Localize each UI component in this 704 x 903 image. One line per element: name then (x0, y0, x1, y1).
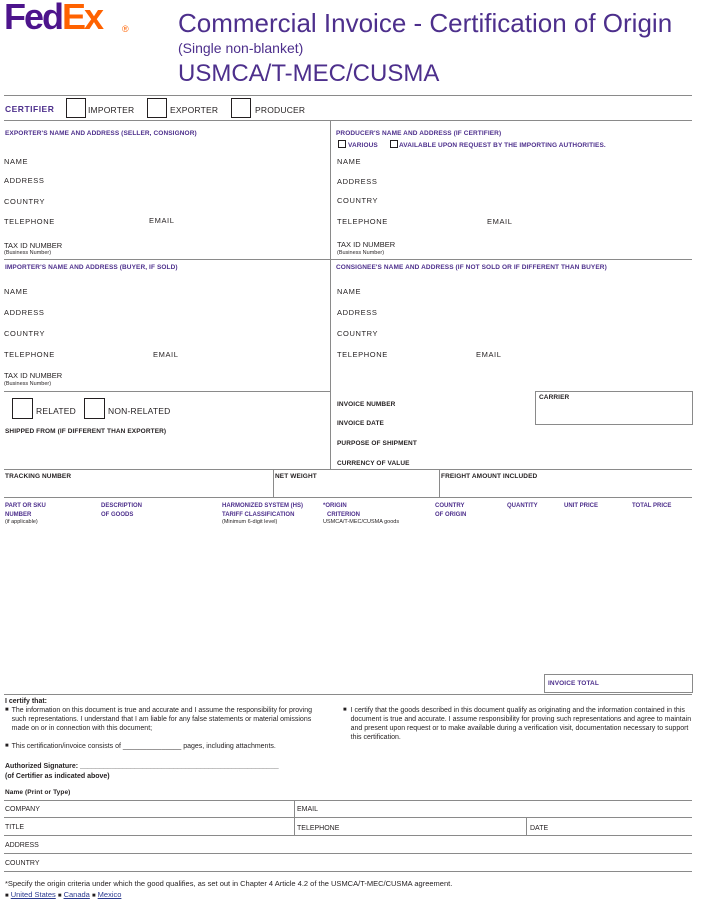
exporter-option-label: EXPORTER (170, 105, 219, 115)
producer-taxid-sub: (Business Number) (337, 250, 385, 256)
freight-field[interactable]: FREIGHT AMOUNT INCLUDED (441, 473, 538, 480)
shipped-from-field[interactable]: SHIPPED FROM (IF DIFFERENT THAN EXPORTER) (5, 428, 167, 435)
certify-bullet-1 (5, 706, 327, 733)
consignee-telephone-field[interactable]: TELEPHONE (337, 350, 388, 359)
signer-company-field[interactable]: COMPANY (5, 806, 40, 813)
divider (4, 497, 692, 498)
bullet-icon: ■ (5, 707, 9, 713)
agreement-name: USMCA/T-MEC/CUSMA (178, 60, 440, 87)
exporter-telephone-field[interactable]: TELEPHONE (4, 217, 55, 226)
divider (4, 694, 692, 695)
importer-option-label: IMPORTER (88, 105, 135, 115)
producer-country-field[interactable]: COUNTRY (337, 196, 379, 205)
divider (4, 817, 692, 818)
producer-option-label: PRODUCER (255, 105, 306, 115)
invoice-total-label: INVOICE TOTAL (548, 680, 599, 687)
divider (4, 800, 692, 801)
divider (526, 817, 527, 835)
various-label: VARIOUS (348, 142, 378, 149)
col-quantity: QUANTITY (507, 503, 538, 509)
related-label: RELATED (36, 406, 76, 416)
col-description (101, 502, 142, 519)
signer-date-field[interactable]: DATE (530, 825, 549, 832)
divider (273, 469, 274, 497)
currency-field[interactable]: CURRENCY OF VALUE (337, 460, 410, 467)
document-subtitle: (Single non-blanket) (178, 40, 304, 56)
col-hs-line1: HARMONIZED SYSTEM (HS) (222, 503, 303, 509)
consignee-address-field[interactable]: ADDRESS (337, 308, 378, 317)
section-divider (330, 120, 331, 469)
col-part-line1: PART OR SKU (5, 503, 46, 509)
signer-email-field[interactable]: EMAIL (297, 806, 319, 813)
col-country-line1: COUNTRY (435, 503, 465, 509)
signer-title-field[interactable]: TITLE (5, 824, 25, 831)
bullet-icon: ■ (343, 707, 347, 713)
certify-bullet-1-text: The information on this document is true and accurate and I assume the responsibility for proving such representations. I understand that I am liable for any false statements or material omissions made on or in connection with this document; (11, 707, 313, 732)
col-part-line2: NUMBER (5, 511, 32, 518)
consignee-heading: CONSIGNEE'S NAME AND ADDRESS (IF NOT SOLD OR IF DIFFERENT THAN BUYER) (336, 264, 607, 271)
logo-ex: Ex (62, 0, 103, 37)
exporter-heading: EXPORTER'S NAME AND ADDRESS (SELLER, CONSIGNOR) (5, 130, 197, 137)
col-origin-line2: CRITERION (327, 511, 360, 518)
divider (4, 469, 692, 470)
importer-telephone-field[interactable]: TELEPHONE (4, 350, 55, 359)
producer-taxid-field[interactable]: TAX ID NUMBER (337, 240, 396, 249)
signature-sub: (of Certifier as indicated above) (5, 773, 110, 780)
divider (4, 835, 692, 836)
bullet-icon: ■ (5, 743, 9, 749)
carrier-label: CARRIER (539, 394, 570, 401)
signer-telephone-field[interactable]: TELEPHONE (297, 825, 340, 832)
certify-bullet-3-text: I certify that the goods described in this document qualify as originating and the information contained in this document is true and accurate. I assume responsibility for proving such representations and agree to maintain and present upon request or to make available during a verification visit, documentation necessary to support this certification. (350, 707, 692, 741)
importer-name-field[interactable]: NAME (4, 287, 29, 296)
document-title: Commercial Invoice - Certification of Origin (178, 8, 673, 38)
bullet-icon: ■ (91, 893, 96, 899)
signer-address-field[interactable]: ADDRESS (5, 842, 39, 849)
divider (4, 95, 692, 96)
exporter-checkbox[interactable] (147, 98, 167, 118)
exporter-name-field[interactable]: NAME (4, 157, 29, 166)
exporter-taxid-sub: (Business Number) (4, 250, 52, 256)
producer-telephone-field[interactable]: TELEPHONE (337, 217, 388, 226)
divider (4, 120, 692, 121)
divider (4, 259, 692, 260)
col-hs-line2: TARIFF CLASSIFICATION (222, 511, 295, 518)
certify-bullet-2 (5, 742, 327, 751)
exporter-country-field[interactable]: COUNTRY (4, 197, 46, 206)
col-hs-note: (Minimum 6-digit level) (222, 519, 278, 525)
origin-footnote: *Specify the origin criteria under which the good qualifies, as set out in Chapter 4 Article 4.2 of the USMCA/T-MEC/CUSMA agreement. (5, 879, 453, 888)
col-part-number (5, 502, 46, 525)
tracking-number-field[interactable]: TRACKING NUMBER (5, 473, 72, 480)
producer-heading: PRODUCER'S NAME AND ADDRESS (IF CERTIFIER) (336, 130, 502, 137)
importer-taxid-field[interactable]: TAX ID NUMBER (4, 371, 63, 380)
non-related-label: NON-RELATED (108, 406, 171, 416)
col-origin-note: USMCA/T-MEC/CUSMA goods (323, 519, 400, 525)
various-checkbox[interactable] (338, 140, 346, 148)
country-links (5, 890, 121, 901)
col-unit-price: UNIT PRICE (564, 503, 599, 509)
invoice-number-field[interactable]: INVOICE NUMBER (337, 401, 396, 408)
related-checkbox[interactable] (12, 398, 33, 419)
exporter-taxid-field[interactable]: TAX ID NUMBER (4, 241, 63, 250)
print-name-field[interactable]: Name (Print or Type) (5, 789, 71, 796)
col-desc-line1: DESCRIPTION (101, 503, 143, 509)
fedex-logo (4, 0, 102, 38)
importer-checkbox[interactable] (66, 98, 86, 118)
col-total-price: TOTAL PRICE (632, 503, 672, 509)
certify-heading: I certify that: (5, 698, 48, 705)
importer-taxid-sub: (Business Number) (4, 381, 52, 387)
producer-name-field[interactable]: NAME (337, 157, 362, 166)
importer-address-field[interactable]: ADDRESS (4, 308, 45, 317)
signer-country-field[interactable]: COUNTRY (5, 860, 40, 867)
consignee-name-field[interactable]: NAME (337, 287, 362, 296)
certify-bullet-3 (343, 706, 693, 742)
importer-country-field[interactable]: COUNTRY (4, 329, 46, 338)
logo-registered-mark: ® (122, 24, 129, 34)
net-weight-field[interactable]: NET WEIGHT (275, 473, 317, 480)
producer-address-field[interactable]: ADDRESS (337, 177, 378, 186)
authorized-signature-field[interactable]: Authorized Signature: ___________________________________________________ (5, 763, 279, 770)
col-origin-criterion (323, 502, 399, 525)
consignee-email-field[interactable]: EMAIL (476, 350, 502, 359)
non-related-checkbox[interactable] (84, 398, 105, 419)
col-hs-code (222, 502, 303, 525)
divider (4, 391, 330, 392)
importer-heading: IMPORTER'S NAME AND ADDRESS (BUYER, IF SOLD) (5, 264, 178, 271)
col-country-line2: OF ORIGIN (435, 511, 467, 518)
available-label: AVAILABLE UPON REQUEST BY THE IMPORTING AUTHORITIES. (399, 142, 606, 149)
col-desc-line2: OF GOODS (101, 511, 134, 518)
certifier-label: CERTIFIER (5, 104, 55, 114)
bullet-icon: ■ (5, 893, 9, 899)
link-united-states[interactable]: United States (10, 890, 56, 899)
consignee-country-field[interactable]: COUNTRY (337, 329, 379, 338)
purpose-field[interactable]: PURPOSE OF SHIPMENT (337, 440, 417, 447)
exporter-address-field[interactable]: ADDRESS (4, 176, 45, 185)
link-canada[interactable]: Canada (63, 890, 90, 899)
invoice-date-field[interactable]: INVOICE DATE (337, 420, 384, 427)
available-checkbox[interactable] (390, 140, 398, 148)
bullet-icon: ■ (57, 893, 62, 899)
exporter-email-field[interactable]: EMAIL (149, 216, 175, 225)
col-part-note: (if applicable) (5, 519, 38, 525)
divider (439, 469, 440, 497)
col-country-origin (435, 502, 466, 519)
link-mexico[interactable]: Mexico (97, 890, 122, 899)
divider (4, 871, 692, 872)
logo-fed: Fed (4, 0, 63, 37)
certify-bullet-2-text: This certification/invoice consists of _______________ pages, including attachments. (11, 743, 276, 750)
col-origin-line1: *ORIGIN (323, 503, 347, 509)
producer-email-field[interactable]: EMAIL (487, 217, 513, 226)
producer-checkbox[interactable] (231, 98, 251, 118)
importer-email-field[interactable]: EMAIL (153, 350, 179, 359)
divider (4, 853, 692, 854)
